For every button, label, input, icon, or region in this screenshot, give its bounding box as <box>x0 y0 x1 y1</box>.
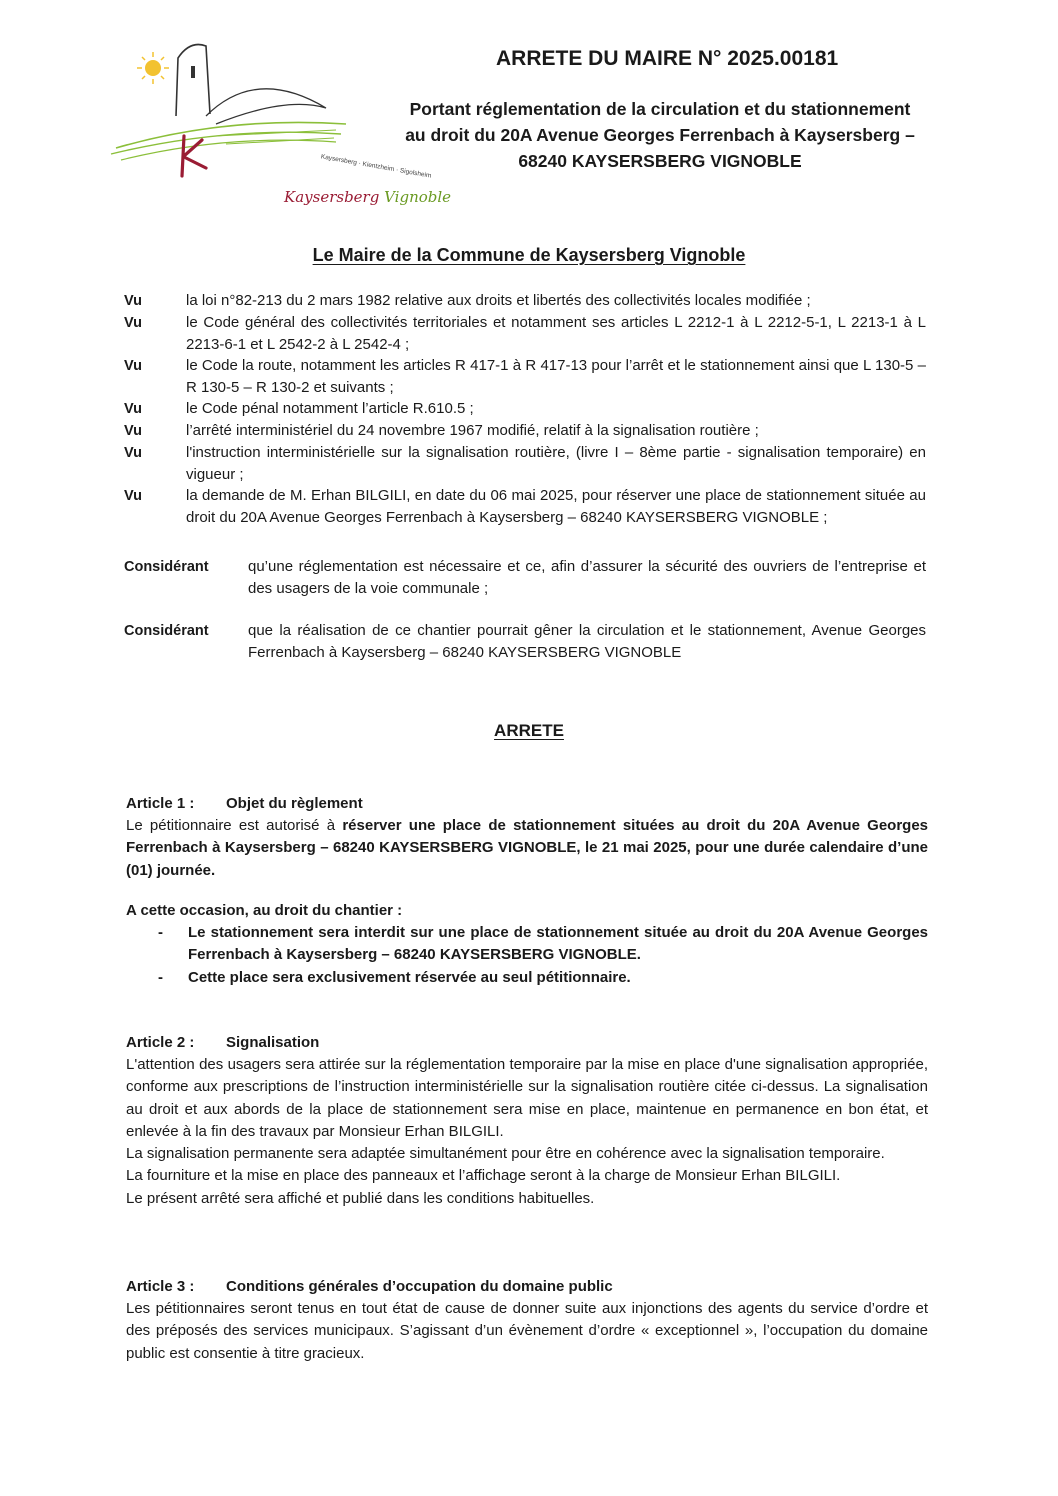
article-paragraph: La fourniture et la mise en place des panneaux et l’affichage seront à la charge de Monsieur Erhan BILGILI. <box>126 1167 841 1185</box>
article-title: Objet du règlement <box>226 795 363 812</box>
list-item-text: Le stationnement sera interdit sur une place de stationnement située au droit du 20A Avenue Georges Ferrenbach à Kaysersberg – 68240 KAYSERSBERG VIGNOBLE. <box>188 924 928 964</box>
vu-text: le Code la route, notamment les articles R 417-1 à R 417-13 pour l’arrêt et le stationnement ainsi que L 130-5 – R 130-5 – R 130-2 et suivants ; <box>186 357 926 396</box>
vu-label: Vu <box>124 488 142 504</box>
article-title: Conditions générales d’occupation du domaine public <box>226 1278 613 1295</box>
article-2 <box>126 1032 928 1210</box>
considerant-item <box>124 556 926 600</box>
decree-title: ARRETE DU MAIRE N° 2025.00181 <box>496 47 839 70</box>
considerant-item <box>124 620 926 664</box>
vu-text: l’arrêté interministériel du 24 novembre 1967 modifié, relatif à la signalisation routière ; <box>186 422 759 439</box>
vu-label: Vu <box>124 358 142 374</box>
vu-item <box>124 312 926 355</box>
article-body <box>126 815 928 882</box>
vu-item <box>124 355 926 398</box>
vu-label: Vu <box>124 293 142 309</box>
arrete-heading-text: ARRETE <box>494 721 564 740</box>
mayor-heading <box>0 244 1058 266</box>
list-dash: - <box>158 924 163 942</box>
article-paragraph: L'attention des usagers sera attirée sur la réglementation temporaire par la mise en place d'une signalisation appropriée, conforme aux prescriptions de l’instruction interministérielle sur la signalisation routière citée ci-dessus. La signalisation au droit et aux abords de la place de stationnement sera mise en place, maintenue en permanence en bon état, et enlevée à la fin des travaux par Monsieur Erhan BILGILI. <box>126 1056 928 1140</box>
list-item <box>158 922 928 967</box>
logo-name-kaysersberg: Kaysersberg <box>284 188 380 206</box>
considerant-label: Considérant <box>124 623 209 639</box>
considerant-label: Considérant <box>124 559 209 575</box>
vu-item <box>124 485 926 528</box>
article-number: Article 2 : <box>126 1034 195 1051</box>
article-paragraph: La signalisation permanente sera adaptée simultanément pour être en cohérence avec la signalisation temporaire. <box>126 1145 885 1163</box>
vu-item <box>124 398 926 420</box>
article-body: Les pétitionnaires seront tenus en tout état de cause de donner suite aux injonctions des agents du service d’ordre et des préposés des services municipaux. S’agissant d’un évènement d’ordre « exceptionnel », l’occupation du domaine public est consentie à titre gracieux. <box>126 1300 928 1362</box>
list-item-text: Cette place sera exclusivement réservée au seul pétitionnaire. <box>188 968 631 986</box>
municipality-logo <box>106 36 452 206</box>
vu-item <box>124 290 926 312</box>
article-3 <box>126 1276 928 1365</box>
article-title: Signalisation <box>226 1034 320 1051</box>
list-dash: - <box>158 968 163 986</box>
article-paragraph: Le présent arrêté sera affiché et publié dans les conditions habituelles. <box>126 1189 595 1207</box>
occasion-line: A cette occasion, au droit du chantier : <box>126 901 403 919</box>
article-number: Article 3 : <box>126 1278 195 1295</box>
subtitle-line: au droit du 20A Avenue Georges Ferrenbach à Kaysersberg – <box>405 125 915 145</box>
article-heading <box>126 793 928 815</box>
subtitle-line: 68240 KAYSERSBERG VIGNOBLE <box>518 151 802 171</box>
vu-label: Vu <box>124 445 142 461</box>
subtitle-line: Portant réglementation de la circulation et du stationnement <box>409 99 911 119</box>
vu-text: la loi n°82-213 du 2 mars 1982 relative aux droits et libertés des collectivités locales modifiée ; <box>186 292 811 309</box>
article-heading <box>126 1276 928 1298</box>
decree-subtitle <box>360 96 960 174</box>
considerant-text: que la réalisation de ce chantier pourrait gêner la circulation et le stationnement, Avenue Georges Ferrenbach à Kaysersberg – 68240 KAYSERSBERG VIGNOBLE <box>248 622 926 661</box>
article-1 <box>126 793 928 989</box>
vu-label: Vu <box>124 423 142 439</box>
vu-label: Vu <box>124 401 142 417</box>
article-body-plain: Le pétitionnaire est autorisé à <box>126 817 343 834</box>
list-item <box>158 967 928 989</box>
vu-item <box>124 420 926 442</box>
vu-text: la demande de M. Erhan BILGILI, en date du 06 mai 2025, pour réserver une place de stationnement située au droit du 20A Avenue Georges Ferrenbach à Kaysersberg – 68240 KAYSERSBERG VIGNOBLE ; <box>186 487 926 526</box>
measures-list <box>158 922 928 989</box>
vu-label: Vu <box>124 315 142 331</box>
article-heading <box>126 1032 928 1054</box>
mayor-heading-text: Le Maire de la Commune de Kaysersberg Vignoble <box>312 245 746 265</box>
vu-list <box>124 290 926 528</box>
vu-text: le Code pénal notamment l’article R.610.5 ; <box>186 400 474 417</box>
article-body-bold: réserver une place de stationnement situées au droit du 20A Avenue Georges Ferrenbach à Kaysersberg – 68240 KAYSERSBERG VIGNOBLE, le 21 mai 2025, pour une durée calendaire d’une (01) journée. <box>126 817 929 879</box>
logo-name-vignoble: Vignoble <box>384 188 452 206</box>
arrete-heading <box>0 720 1058 742</box>
logo-wordmark <box>284 186 451 208</box>
logo-villages: Kaysersberg · Kientzheim · Sigolsheim <box>320 153 432 180</box>
considerant-text: qu’une réglementation est nécessaire et ce, afin d’assurer la sécurité des ouvriers de l’entreprise et des usagers de la voie communale ; <box>248 558 926 597</box>
article-number: Article 1 : <box>126 795 195 812</box>
vu-text: l'instruction interministérielle sur la signalisation routière, (livre I – 8ème partie - signalisation temporaire) en vigueur ; <box>186 444 926 483</box>
vu-item <box>124 442 926 485</box>
vu-text: le Code général des collectivités territoriales et notamment ses articles L 2212-1 à L 2212-5-1, L 2213-1 à L 2213-6-1 et L 2542-2 à L 2542-4 ; <box>186 314 926 353</box>
logo-graphic <box>106 36 356 186</box>
